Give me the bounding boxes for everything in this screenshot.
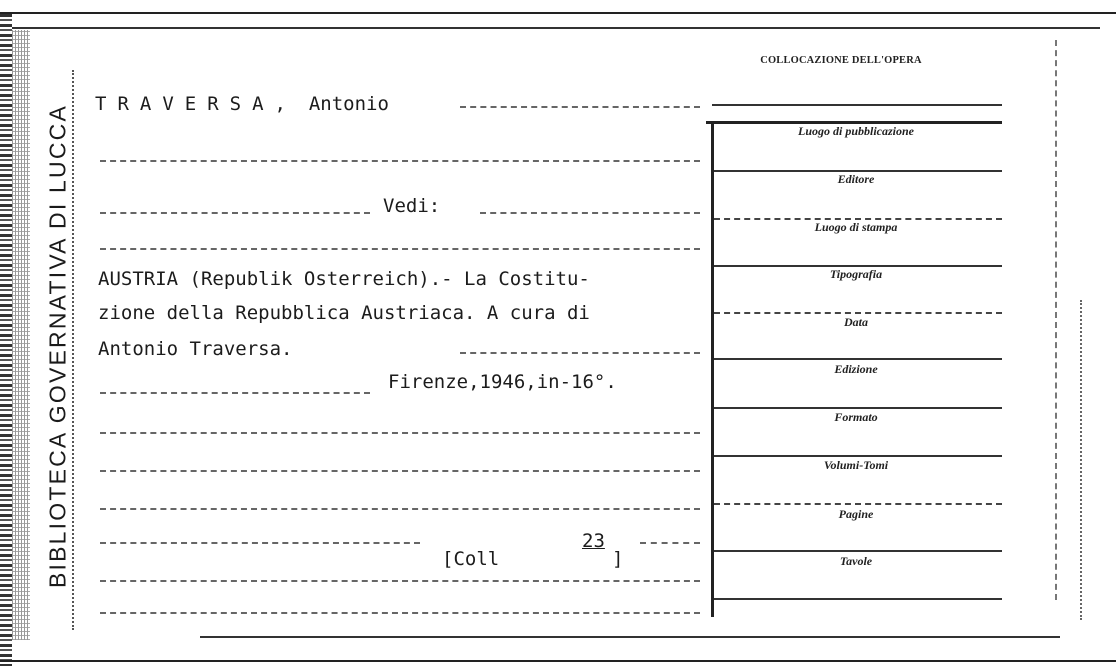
card-left-edge [0,14,12,666]
panel-field-line [714,455,1002,457]
ruling-line [100,508,700,510]
panel-header: COLLOCAZIONE DELL'OPERA [760,54,922,66]
panel-field-line [714,598,1002,600]
author-given-name: Antonio [308,93,389,115]
card-right-dotted-rule [1080,300,1082,620]
margin-dotted-rule [72,70,74,630]
panel-field-label: Tavole [839,554,873,568]
collocation-prefix: [Coll [442,548,500,570]
entry-line-2: zione della Repubblica Austriaca. A cura di [98,302,590,324]
panel-field-label: Luogo di pubblicazione [797,124,914,138]
author-comma: , [274,93,286,115]
card-right-dashed-rule [1055,40,1057,600]
collocation-suffix: ] [612,548,624,570]
imprint-line: Firenze,1946,in-16°. [388,371,617,393]
entry-line-1: AUSTRIA (Republik Osterreich).- La Costitu- [98,268,590,290]
ruling-line [100,212,370,214]
ruling-line [100,580,700,582]
library-stamp: BIBLIOTECA GOVERNATIVA DI LUCCA [44,103,71,589]
ruling-line [100,612,700,614]
panel-field-label: Tipografia [829,267,883,281]
panel-field-label: Luogo di stampa [814,220,898,234]
ruling-line [480,212,700,214]
author-surname: TRAVERSA [95,93,275,115]
card-stamp-texture [12,30,30,640]
panel-field-line [714,312,1002,314]
ruling-line [640,542,700,544]
ruling-line [100,248,700,250]
panel-field-label: Editore [837,172,875,186]
panel-rule [712,104,1002,106]
collocation-number: 23 [582,530,605,552]
ruling-line [100,392,370,394]
card-top-edge [0,12,1116,14]
panel-field-line [714,358,1002,360]
panel-field-label: Volumi-Tomi [823,458,889,472]
entry-line-3: Antonio Traversa. [98,338,293,360]
card-bottom-rule [200,636,1060,638]
card-bottom-edge [0,660,1116,662]
panel-field-label: Edizione [834,362,878,376]
ruling-line [100,432,700,434]
see-label: Vedi: [383,195,441,217]
panel-field-line [714,503,1002,505]
ruling-line [100,542,420,544]
panel-field-label: Formato [834,410,878,424]
card-top-rule [0,27,1100,29]
panel-left-border [711,122,714,617]
ruling-line [460,106,700,108]
panel-field-label: Pagine [838,507,874,521]
ruling-line [100,160,700,162]
panel-field-label: Data [844,315,868,329]
ruling-line [100,470,700,472]
panel-field-line [714,407,1002,409]
ruling-line [460,352,700,354]
author-heading [95,93,389,115]
panel-field-line [714,550,1002,552]
